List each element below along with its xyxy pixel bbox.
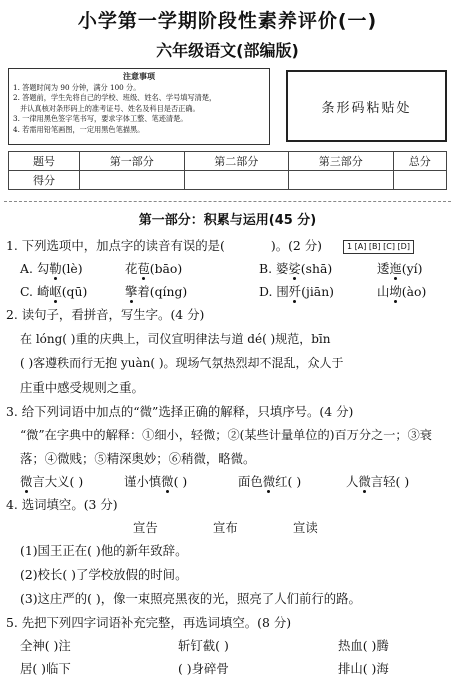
page-subtitle: 六年级语文(部编版) [156,41,299,60]
option-label: B. [259,261,273,276]
score-cell[interactable] [393,171,446,190]
q1-option-a-word2 [125,259,182,277]
word-blank: 红( ) [275,474,302,489]
score-header-row [9,152,447,171]
option-label: D. [259,284,273,299]
q3-word-3[interactable] [238,472,301,490]
option-label: A. [20,261,33,276]
dotted-char: 微 [161,474,174,489]
q5-idiom[interactable]: 斩钉截( ) [178,638,229,653]
score-table [8,151,447,190]
word-blank: ( ) [173,474,188,489]
dotted-char: 歼 [288,284,302,299]
score-header-cell: 第二部分 [184,152,289,171]
q2-line[interactable]: 在 lóng( )重的庆典上，司仪宣明律法与道 dé( )规范，bīn [20,332,331,346]
q2-stem: 2. 读句子，看拼音，写生字。(4 分) [6,307,205,322]
word-blank: 言轻( ) [370,474,410,489]
word-char: 山 [377,284,390,299]
barcode-label: 条形码粘贴处 [321,100,412,116]
notice-box [8,68,270,145]
dotted-char: 坳 [389,284,402,299]
divider [4,201,451,202]
q3-stem: 3. 给下列词语中加点的“微”选择正确的解释，只填序号。(4 分) [6,404,354,419]
q1-option-d [259,282,334,300]
pinyin: (ào) [401,284,427,299]
dotted-char: 微 [358,474,371,489]
word-char: 人 [346,474,359,489]
option-label: C. [20,284,33,299]
pinyin: (qíng) [149,284,188,299]
q5-idiom[interactable]: 居( )临下 [20,661,71,676]
q5-idiom[interactable]: 排山( )海 [338,661,389,676]
pinyin: (lè) [61,261,83,276]
q2-line: 庄重中感受规则之重。 [20,380,144,395]
q4-word-option: 宣告 [133,520,158,535]
dotted-char: 微 [262,474,276,489]
score-row-label: 得分 [9,171,80,190]
word-char: 围 [276,284,289,299]
dotted-char: 迤 [389,261,402,276]
q4-sentence[interactable]: (2)校长( )了学校放假的时间。 [20,567,188,582]
q3-word-1[interactable] [20,472,83,490]
q1-option-b-word2 [377,259,422,277]
word-char: 崎 [36,284,50,299]
word-char: 勾 [36,261,50,276]
score-header-cell: 第一部分 [80,152,185,171]
q3-word-2[interactable] [124,472,187,490]
q1-option-d-word2 [377,282,426,300]
pinyin: (shā) [300,261,333,276]
q5-idiom[interactable]: 热血( )腾 [338,638,389,653]
q1-tail: )。(2 分) [270,238,322,253]
q2-line[interactable]: ( )客遵秩而行无抱 yuàn( )。现场气氛热烈却不混乱，众人于 [20,356,344,370]
q1-option-b [259,259,332,277]
answer-box-label: 1 [A] [B] [C] [D] [343,240,414,254]
dotted-char: 岖 [49,284,62,299]
q5-idiom[interactable]: 全神( )注 [20,638,71,653]
dotted-char: 勒 [49,261,62,276]
word-char: 谨小慎 [124,474,162,489]
notice-item: 3. 一律用黑色签字笔书写，要求字体工整、笔迹清楚。 [13,114,188,124]
q1-stem: 1. 下列选项中，加点字的读音有误的是( [6,238,225,253]
q4-word-option: 宣读 [293,520,318,535]
q5-idiom[interactable]: ( )身碎骨 [178,661,229,676]
pinyin: (yí) [401,261,423,276]
word-char: 花 [125,261,138,276]
pinyin: (bāo) [149,261,183,276]
q1-stem-line [6,236,322,254]
q1-answer-box[interactable] [343,236,414,255]
q1-option-c-word2 [125,282,187,300]
dotted-char: 娑 [288,261,301,276]
q4-word-option: 宣布 [213,520,238,535]
pinyin: (jiān) [301,284,335,299]
q4-sentence[interactable]: (3)这庄严的( )，像一束照亮黑夜的光，照亮了人们前行的路。 [20,591,361,606]
word-char: 着 [137,284,150,299]
score-header-cell: 第三部分 [289,152,394,171]
score-cell[interactable] [80,171,185,190]
score-row [9,171,447,190]
q3-definition-line: 落；④微贱；⑤精深奥妙；⑥稍微，略微。 [20,451,256,466]
q1-option-a [20,259,83,277]
q4-sentence[interactable]: (1)国王正在( )他的新年致辞。 [20,543,188,558]
notice-item: 并认真核对条形码上的准考证号、姓名及科目是否正确。 [20,103,200,113]
q4-stem: 4. 选词填空。(3 分) [6,497,118,512]
word-char: 婆 [276,261,289,276]
section-title: 第一部分：积累与运用(45 分) [138,213,317,228]
word-blank: 言大义( ) [32,474,84,489]
score-header-cell: 题号 [9,152,80,171]
notice-heading: 注意事项 [123,71,155,81]
notice-item: 4. 若需用铅笔画图，一定用黑色笔描黑。 [13,124,145,134]
q5-stem: 5. 先把下列四字词语补充完整，再选词填空。(8 分) [6,615,292,630]
q3-word-4[interactable] [346,472,409,490]
score-header-cell: 总分 [393,152,446,171]
word-char: 逶 [377,261,390,276]
q3-definition-line: “微”在字典中的解释：①细小，轻微；②(某些计量单位的)百万分之一；③衰 [20,428,432,442]
dotted-char: 微 [20,474,33,489]
page-title: 小学第一学期阶段性素养评价(一) [77,10,378,32]
dotted-char: 擎 [125,284,138,299]
notice-item: 1. 答题时间为 90 分钟，满分 100 分。 [13,82,141,92]
q1-option-c [20,282,87,300]
notice-item: 2. 答题前，学生先将自己的学校、班级、姓名、学号填写清楚， [13,93,217,103]
word-char: 面色 [238,474,263,489]
score-cell[interactable] [289,171,394,190]
pinyin: (qū) [61,284,88,299]
score-cell[interactable] [184,171,289,190]
barcode-area [286,70,447,142]
dotted-char: 苞 [137,261,150,276]
